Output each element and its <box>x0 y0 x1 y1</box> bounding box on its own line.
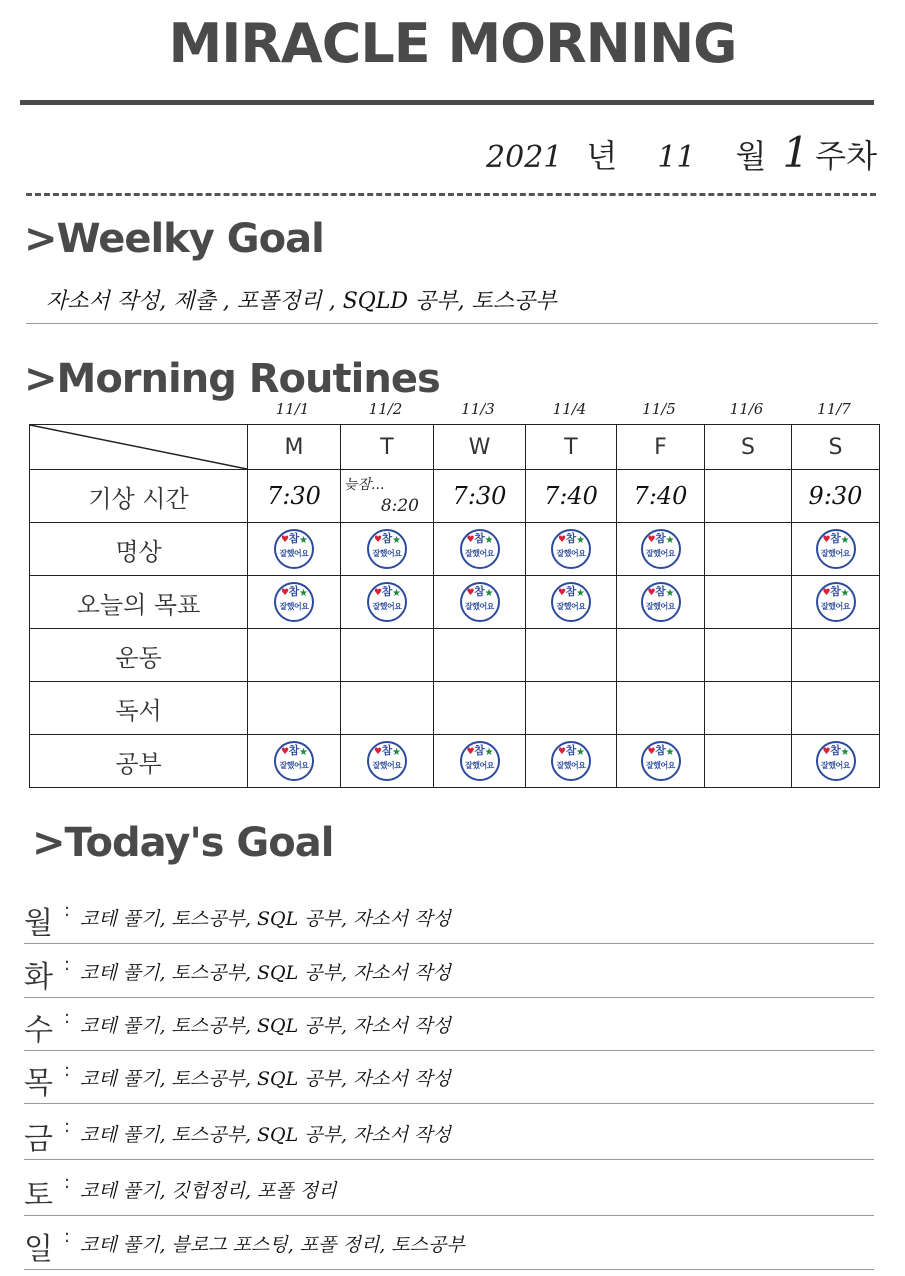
well-done-stamp <box>274 741 314 781</box>
heart-icon: ♥ <box>822 535 831 545</box>
goal-underline <box>24 943 874 944</box>
week-value: 1 <box>782 128 810 177</box>
stamp-cell <box>341 576 434 629</box>
separator: : <box>64 1116 71 1137</box>
date-label: 11/4 <box>552 400 587 418</box>
stamp-bottom-text: 잘했어요 <box>556 549 586 558</box>
star-icon: ★ <box>299 747 308 758</box>
star-icon: ★ <box>299 588 308 599</box>
empty-cell <box>248 682 341 735</box>
wake-time-cell <box>792 470 880 523</box>
stamp-bottom-text: 잘했어요 <box>465 602 494 611</box>
wake-time-cell <box>434 470 526 523</box>
well-done-stamp <box>367 741 407 781</box>
well-done-stamp <box>460 529 500 569</box>
stamp-top-text: 참 <box>655 585 666 598</box>
well-done-stamp <box>816 582 856 622</box>
stamp-bottom-text: 잘했어요 <box>556 602 586 611</box>
routine-row <box>30 576 880 629</box>
routine-header-row <box>30 425 880 470</box>
star-icon: ★ <box>484 588 494 599</box>
weekday-label: 월 <box>24 906 53 941</box>
stamp-top-text: 참 <box>565 585 577 598</box>
year-unit: 년 <box>586 137 618 175</box>
goal-underline <box>24 1215 874 1216</box>
heart-icon: ♥ <box>822 588 831 598</box>
separator: : <box>64 1172 71 1193</box>
goal-text: 코테 풀기, 토스공부, SQL 공부, 자소서 작성 <box>80 962 451 984</box>
weekday-label: 화 <box>24 960 53 995</box>
empty-cell <box>705 629 792 682</box>
separator: : <box>64 1226 71 1247</box>
weekly-goal-text: 자소서 작성, 제출 , 포폴정리 , SQLD 공부, 토스공부 <box>46 289 557 314</box>
star-icon: ★ <box>665 747 675 758</box>
stamp-top-text: 참 <box>830 744 841 757</box>
goal-underline <box>24 1103 874 1104</box>
empty-cell <box>705 735 792 788</box>
well-done-stamp <box>641 582 681 622</box>
separator: : <box>64 900 71 921</box>
goal-text: 코테 풀기, 토스공부, SQL 공부, 자소서 작성 <box>80 1124 451 1146</box>
stamp-cell <box>792 576 880 629</box>
empty-cell <box>434 629 526 682</box>
todays-goal-item <box>24 1164 874 1216</box>
routine-label: 명상 <box>30 523 248 576</box>
goal-text: 코테 풀기, 깃헙정리, 포폴 정리 <box>80 1180 337 1202</box>
well-done-stamp <box>460 741 500 781</box>
heart-icon: ♥ <box>558 535 567 545</box>
heart-icon: ♥ <box>374 588 383 598</box>
separator: : <box>64 954 71 975</box>
stamp-cell <box>248 576 341 629</box>
corner-cell <box>30 425 248 470</box>
goal-text: 코테 풀기, 블로그 포스팅, 포폴 정리, 토스공부 <box>80 1234 465 1256</box>
dashed-divider <box>26 193 876 196</box>
wake-time-cell <box>341 470 434 523</box>
empty-cell <box>705 576 792 629</box>
stamp-bottom-text: 잘했어요 <box>646 602 675 611</box>
stamp-bottom-text: 잘했어요 <box>821 602 850 611</box>
empty-cell <box>341 682 434 735</box>
stamp-bottom-text: 잘했어요 <box>372 602 402 611</box>
stamp-bottom-text: 잘했어요 <box>465 549 494 558</box>
month-unit: 월 <box>735 137 767 175</box>
date-label: 11/5 <box>642 400 676 418</box>
stamp-top-text: 참 <box>474 744 485 757</box>
wake-time: 8:20 <box>380 496 419 516</box>
stamp-bottom-text: 잘했어요 <box>372 761 402 770</box>
stamp-bottom-text: 잘했어요 <box>372 549 402 558</box>
morning-routines-heading: >Morning Routines <box>24 356 440 402</box>
todays-goal-item <box>24 1108 874 1160</box>
stamp-bottom-text: 잘했어요 <box>556 761 586 770</box>
heart-icon: ♥ <box>558 747 567 757</box>
well-done-stamp <box>274 582 314 622</box>
weekday-label: 수 <box>24 1013 53 1048</box>
goal-underline <box>24 1159 874 1160</box>
star-icon: ★ <box>484 535 494 546</box>
weekday-label: 금 <box>24 1122 53 1157</box>
weekly-goal-heading: >Weelky Goal <box>24 216 324 262</box>
stamp-cell <box>434 576 526 629</box>
stamp-cell <box>434 735 526 788</box>
wake-time: 7:30 <box>452 482 507 510</box>
todays-goal-heading: >Today's Goal <box>32 820 334 866</box>
star-icon: ★ <box>576 747 585 758</box>
stamp-top-text: 참 <box>381 585 393 598</box>
empty-cell <box>434 682 526 735</box>
heart-icon: ♥ <box>822 747 831 757</box>
date-label: 11/1 <box>275 400 310 418</box>
heart-icon: ♥ <box>466 588 475 598</box>
stamp-bottom-text: 잘했어요 <box>646 549 675 558</box>
corner-diagonal <box>30 425 247 469</box>
star-icon: ★ <box>392 535 401 546</box>
empty-cell <box>705 682 792 735</box>
empty-cell <box>705 523 792 576</box>
stamp-top-text: 참 <box>288 585 300 598</box>
stamp-cell <box>248 523 341 576</box>
wake-time: 7:40 <box>544 482 598 510</box>
well-done-stamp <box>551 582 591 622</box>
wake-time-cell <box>526 470 617 523</box>
weekday-label: 일 <box>24 1232 53 1267</box>
well-done-stamp <box>816 529 856 569</box>
goal-text: 코테 풀기, 토스공부, SQL 공부, 자소서 작성 <box>80 1015 451 1037</box>
stamp-cell <box>617 735 705 788</box>
week-indicator <box>486 128 877 177</box>
day-header: S <box>705 425 792 470</box>
well-done-stamp <box>816 741 856 781</box>
well-done-stamp <box>460 582 500 622</box>
wake-time: 7:30 <box>267 482 321 510</box>
routine-row <box>30 682 880 735</box>
routine-label: 운동 <box>30 629 248 682</box>
date-label: 11/2 <box>368 400 403 418</box>
stamp-top-text: 참 <box>830 532 841 545</box>
routine-row <box>30 523 880 576</box>
stamp-top-text: 참 <box>474 585 485 598</box>
empty-cell <box>617 629 705 682</box>
heart-icon: ♥ <box>647 588 656 598</box>
routine-row <box>30 629 880 682</box>
date-label: 11/6 <box>729 400 764 418</box>
page-title: MIRACLE MORNING <box>168 12 737 75</box>
stamp-cell <box>526 735 617 788</box>
todays-goal-item <box>24 1218 874 1270</box>
stamp-top-text: 참 <box>381 744 393 757</box>
empty-cell <box>526 629 617 682</box>
wake-time-cell <box>617 470 705 523</box>
routine-table <box>29 424 880 788</box>
wake-time-cell <box>705 470 792 523</box>
weekly-goal-underline <box>26 323 878 324</box>
goal-underline <box>24 1269 874 1270</box>
stamp-top-text: 참 <box>474 532 485 545</box>
stamp-cell <box>434 523 526 576</box>
day-header: M <box>248 425 341 470</box>
empty-cell <box>526 682 617 735</box>
title-divider <box>20 100 874 105</box>
separator: : <box>64 1007 71 1028</box>
star-icon: ★ <box>576 535 585 546</box>
stamp-top-text: 참 <box>288 744 300 757</box>
stamp-cell <box>617 523 705 576</box>
routine-row <box>30 470 880 523</box>
stamp-top-text: 참 <box>655 744 666 757</box>
star-icon: ★ <box>392 588 401 599</box>
heart-icon: ♥ <box>647 535 656 545</box>
date-label: 11/7 <box>817 400 851 418</box>
star-icon: ★ <box>392 747 401 758</box>
routine-label: 독서 <box>30 682 248 735</box>
well-done-stamp <box>641 529 681 569</box>
weekday-label: 목 <box>24 1066 53 1101</box>
heart-icon: ♥ <box>374 747 383 757</box>
empty-cell <box>792 629 880 682</box>
stamp-bottom-text: 잘했어요 <box>465 761 494 770</box>
heart-icon: ♥ <box>374 535 383 545</box>
heart-icon: ♥ <box>558 588 567 598</box>
stamp-cell <box>341 523 434 576</box>
stamp-bottom-text: 잘했어요 <box>821 761 850 770</box>
star-icon: ★ <box>665 535 675 546</box>
stamp-top-text: 참 <box>830 585 841 598</box>
well-done-stamp <box>367 529 407 569</box>
stamp-top-text: 참 <box>655 532 666 545</box>
heart-icon: ♥ <box>647 747 656 757</box>
well-done-stamp <box>641 741 681 781</box>
stamp-cell <box>526 576 617 629</box>
day-header: S <box>792 425 880 470</box>
stamp-top-text: 참 <box>565 532 577 545</box>
heart-icon: ♥ <box>281 535 290 545</box>
month-value: 11 <box>657 140 696 175</box>
heart-icon: ♥ <box>466 535 475 545</box>
day-header: F <box>617 425 705 470</box>
well-done-stamp <box>551 529 591 569</box>
heart-icon: ♥ <box>466 747 475 757</box>
stamp-bottom-text: 잘했어요 <box>279 602 309 611</box>
star-icon: ★ <box>665 588 675 599</box>
stamp-top-text: 참 <box>288 532 300 545</box>
stamp-bottom-text: 잘했어요 <box>279 761 309 770</box>
todays-goal-item <box>24 1052 874 1104</box>
wake-time-cell <box>248 470 341 523</box>
goal-text: 코테 풀기, 토스공부, SQL 공부, 자소서 작성 <box>80 908 451 930</box>
routine-label: 공부 <box>30 735 248 788</box>
empty-cell <box>617 682 705 735</box>
year-value: 2021 <box>486 140 563 175</box>
stamp-cell <box>792 735 880 788</box>
goal-underline <box>24 997 874 998</box>
weekday-label: 토 <box>24 1178 53 1213</box>
well-done-stamp <box>274 529 314 569</box>
day-header: W <box>434 425 526 470</box>
date-label: 11/3 <box>461 400 495 418</box>
routine-label: 기상 시간 <box>30 470 248 523</box>
stamp-cell <box>792 523 880 576</box>
stamp-top-text: 참 <box>381 532 393 545</box>
empty-cell <box>341 629 434 682</box>
day-header: T <box>341 425 434 470</box>
late-note: 늦잠... <box>344 477 385 493</box>
todays-goal-item <box>24 999 874 1051</box>
heart-icon: ♥ <box>281 747 290 757</box>
star-icon: ★ <box>840 535 850 546</box>
well-done-stamp <box>367 582 407 622</box>
stamp-cell <box>341 735 434 788</box>
star-icon: ★ <box>840 747 850 758</box>
empty-cell <box>792 682 880 735</box>
separator: : <box>64 1060 71 1081</box>
stamp-cell <box>248 735 341 788</box>
star-icon: ★ <box>299 535 308 546</box>
todays-goal-item <box>24 892 874 944</box>
star-icon: ★ <box>840 588 850 599</box>
stamp-bottom-text: 잘했어요 <box>279 549 309 558</box>
wake-time: 7:40 <box>633 482 688 510</box>
star-icon: ★ <box>484 747 494 758</box>
stamp-bottom-text: 잘했어요 <box>646 761 675 770</box>
routine-label: 오늘의 목표 <box>30 576 248 629</box>
stamp-bottom-text: 잘했어요 <box>821 549 850 558</box>
stamp-cell <box>526 523 617 576</box>
day-header: T <box>526 425 617 470</box>
wake-time: 9:30 <box>808 482 863 510</box>
goal-underline <box>24 1050 874 1051</box>
heart-icon: ♥ <box>281 588 290 598</box>
routine-row <box>30 735 880 788</box>
stamp-cell <box>617 576 705 629</box>
goal-text: 코테 풀기, 토스공부, SQL 공부, 자소서 작성 <box>80 1068 451 1090</box>
stamp-top-text: 참 <box>565 744 577 757</box>
star-icon: ★ <box>576 588 585 599</box>
week-unit: 주차 <box>815 137 877 175</box>
todays-goal-item <box>24 946 874 998</box>
well-done-stamp <box>551 741 591 781</box>
empty-cell <box>248 629 341 682</box>
